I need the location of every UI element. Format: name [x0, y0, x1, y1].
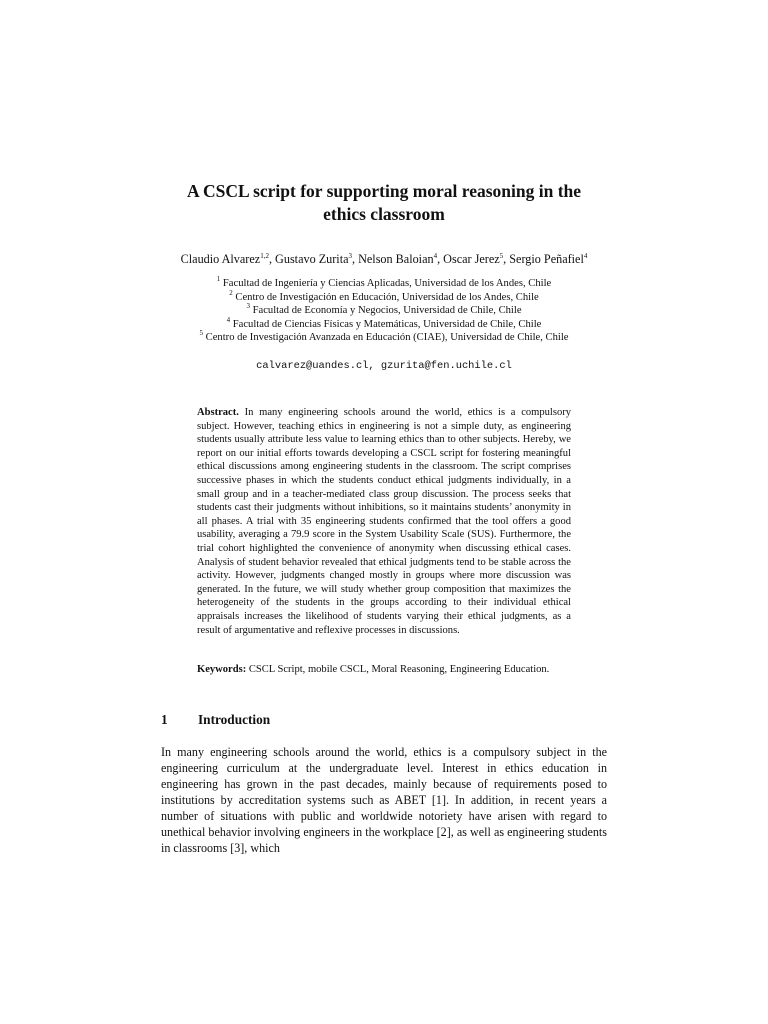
affiliation-number: 3 — [246, 302, 250, 311]
introduction-paragraph: In many engineering schools around the world, ethics is a compulsory subject in the engineering curriculum at the undergraduate level. Interest in ethics education in engineering has grown in the past decades, mainly because of requirements posed to institutions by accreditation systems such as ABET [1]. In addition, in recent years a number of situations with public and worldwide notoriety have arisen with regard to unethical behavior involving engineers in the workplace [2], as well as engineering students in classrooms [3], which — [161, 745, 607, 855]
affiliation-list — [150, 277, 618, 345]
affiliation — [150, 288, 618, 305]
affiliation-text: Centro de Investigación Avanzada en Educación (CIAE), Universidad de Chile, Chile — [205, 332, 569, 344]
abstract — [197, 406, 571, 637]
author — [443, 252, 509, 266]
author-list — [150, 251, 618, 267]
affiliation-number: 2 — [229, 288, 233, 297]
author-affiliation-mark: 4 — [583, 252, 588, 260]
abstract-text: In many engineering schools around the world, ethics is a compulsory subject. However, teaching ethics in engineering is not a simple duty, as engineering students usually attribute less value to learning ethics than to other subjects. Hereby, we report on our initial efforts towards developing a CSCL script for fostering meaningful ethical discussions among engineering students in the classroom. The script comprises successive phases in which the students conduct ethical judgments individually, in a small group and in a teacher-mediated class group discussion. The process seeks that students cast their judgments without inhibitions, so it maintains students’ anonymity in all phases. A trial with 35 engineering students confirmed that the tool offers a good usability, averaging a 79.9 score in the System Usability Scale (SUS). Furthermore, the trial cohort highlighted the convenience of anonymity when discussing ethical cases. Analysis of student behavior revealed that ethical judgments tend to be stable across the activity. However, judgments changed mostly in groups where more discussion was generated. In the future, we will study whether group composition that maximizes the heterogeneity of the students in the groups according to their individual ethical appraisals increases the likelihood of students varying their ethical judgments, as a result of argumentative and reflexive processes in discussions. — [197, 407, 572, 636]
author-affiliation-mark: 5 — [499, 252, 504, 260]
author-name: Sergio Peñafiel — [509, 252, 584, 266]
author-name: Nelson Baloian — [358, 252, 434, 266]
abstract-label: Abstract. — [197, 407, 239, 418]
affiliation — [150, 277, 618, 291]
affiliation — [150, 315, 618, 332]
section-heading-introduction — [161, 712, 607, 728]
affiliation — [150, 331, 618, 345]
affiliation-number: 1 — [216, 275, 221, 283]
affiliation-text: Facultad de Ciencias Físicas y Matemáticas, Universidad de Chile, Chile — [232, 318, 542, 330]
author-name: Claudio Alvarez — [180, 252, 261, 266]
affiliation-text: Facultad de Ingeniería y Ciencias Aplicadas, Universidad de los Andes, Chile — [222, 278, 552, 289]
keywords-label: Keywords: — [197, 664, 247, 675]
author-separator: , — [503, 252, 510, 266]
affiliation — [150, 304, 618, 318]
author-affiliation-mark: 1,2 — [260, 252, 269, 260]
author-name: Gustavo Zurita — [275, 252, 349, 266]
author-name: Oscar Jerez — [443, 252, 500, 266]
paper-title — [160, 180, 608, 226]
keywords — [197, 663, 571, 677]
author-emails: calvarez@uandes.cl, gzurita@fen.uchile.cl — [256, 360, 512, 372]
author — [509, 252, 587, 266]
author — [358, 252, 443, 266]
author-separator: , — [268, 252, 276, 266]
section-number: 1 — [161, 712, 168, 727]
affiliation-number: 5 — [199, 329, 203, 338]
title-line-2: ethics classroom — [323, 204, 445, 224]
author — [181, 252, 275, 266]
author-affiliation-mark: 4 — [433, 252, 438, 260]
author-separator: , — [352, 252, 359, 266]
section-title: Introduction — [198, 712, 271, 727]
author — [275, 252, 358, 266]
affiliation-text: Centro de Investigación en Educación, Universidad de los Andes, Chile — [235, 291, 539, 303]
author-affiliation-mark: 3 — [348, 252, 352, 260]
author-separator: , — [437, 252, 444, 266]
keywords-text: CSCL Script, mobile CSCL, Moral Reasoning, Engineering Education. — [248, 664, 550, 675]
affiliation-number: 4 — [226, 315, 231, 324]
affiliation-text: Facultad de Economía y Negocios, Universidad de Chile, Chile — [252, 305, 522, 317]
title-line-1: A CSCL script for supporting moral reasoning in the — [186, 181, 582, 201]
